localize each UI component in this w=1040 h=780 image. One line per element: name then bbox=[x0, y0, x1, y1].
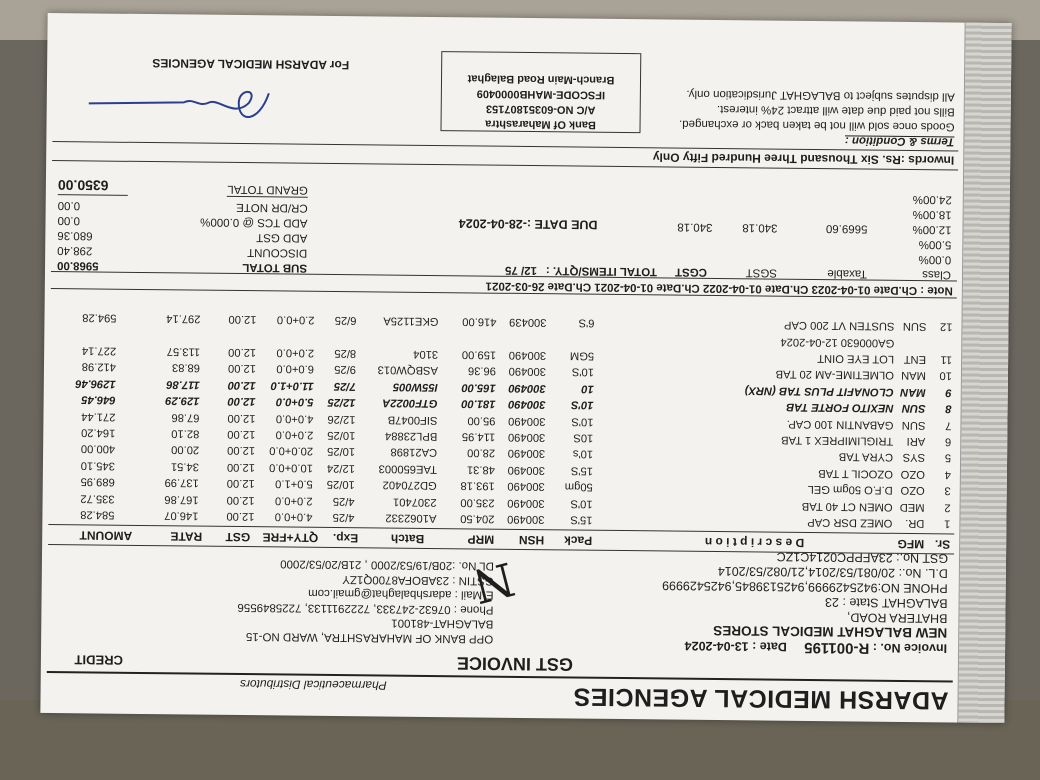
cell-mrp: 114.95 bbox=[461, 430, 496, 443]
cell-pack: 10'S bbox=[571, 365, 595, 379]
totals-block bbox=[51, 161, 958, 280]
invoice-number-label: Invoice No. : bbox=[872, 640, 948, 656]
buyer-name: NEW BALAGHAT MEDICAL STORES bbox=[713, 622, 948, 641]
col-gst: GST bbox=[225, 529, 251, 545]
col-sr: Sr. bbox=[934, 537, 951, 552]
cell-exp: 12/26 bbox=[327, 412, 356, 425]
slab-5: 5.00% bbox=[918, 238, 952, 251]
cell-desc: CYRA TAB bbox=[838, 450, 894, 464]
invoice-paper bbox=[40, 13, 1011, 723]
cell-amount: 689.95 bbox=[80, 475, 115, 488]
cell-pack: 6'S bbox=[578, 316, 595, 330]
col-qty: QTY+FRE bbox=[262, 530, 319, 545]
cell-batch: CA21898 bbox=[390, 446, 438, 459]
cell-amount: 345.10 bbox=[80, 459, 116, 472]
add-tcs-label: ADD TCS @ 0.000% bbox=[200, 215, 308, 229]
cell-hsn: 300490 bbox=[507, 496, 545, 509]
cell-exp: 10/25 bbox=[326, 478, 355, 491]
cell-desc: TRIGLIMIPREX 1 TAB bbox=[781, 433, 894, 447]
cell-batch: A1062332 bbox=[385, 511, 437, 525]
terms-block bbox=[679, 86, 955, 149]
due-date: DUE DATE :-28-04-2024 bbox=[458, 216, 598, 232]
terms-line: Bills not paid due date will attract 24% interest. bbox=[716, 102, 955, 118]
cell-gst: 12.00 bbox=[226, 460, 256, 473]
cell-rate: 167.86 bbox=[164, 492, 199, 506]
cell-sr: 2 bbox=[944, 500, 951, 514]
cell-exp: 6/25 bbox=[334, 314, 357, 327]
cell-exp: 8/25 bbox=[334, 347, 357, 360]
cell-sr: 1 bbox=[944, 517, 951, 530]
cell-amount: 227.14 bbox=[81, 344, 117, 357]
cell-mrp: 204.50 bbox=[460, 512, 495, 525]
cell-hsn: 300490 bbox=[508, 414, 546, 427]
invoice-details bbox=[47, 544, 954, 676]
cell-mrp: 181.00 bbox=[461, 397, 496, 410]
cell-amount: 584.28 bbox=[80, 508, 115, 521]
cgst-label: CGST bbox=[675, 265, 708, 278]
cell-pack: 10S bbox=[573, 431, 594, 444]
cell-exp: 12/24 bbox=[326, 461, 356, 475]
cell-amount: 400.00 bbox=[80, 442, 116, 456]
cell-amount: 646.45 bbox=[81, 393, 116, 406]
company-header bbox=[46, 671, 952, 716]
cell-mfg: SUN bbox=[901, 418, 926, 431]
cell-exp: 10/25 bbox=[327, 445, 356, 458]
grand-total-label: GRAND TOTAL bbox=[227, 182, 308, 196]
cell-qty: 6.0+0.0 bbox=[276, 362, 315, 376]
invoice-date: 13-04-2024 bbox=[684, 638, 749, 654]
terms-title: Terms & Condition : bbox=[844, 134, 955, 148]
seller-line1: OPP BANK OF MAHARASHTRA, WARD NO-15 bbox=[245, 630, 494, 645]
crdr-label: CR/DR NOTE bbox=[236, 200, 308, 214]
col-exp: Exp. bbox=[332, 530, 359, 546]
cell-mrp: 416.00 bbox=[462, 315, 497, 329]
cell-rate: 117.86 bbox=[166, 378, 200, 391]
cell-mfg: ARI bbox=[906, 435, 926, 448]
cell-qty: 5.0+1.0 bbox=[275, 477, 313, 490]
cell-gst: 12.00 bbox=[227, 395, 256, 408]
note-text: Note : Ch.Date 01-04-2023 Ch.Date 01-04-2022 Ch.Date 01-04-2021 Ch.Date 26-03-2021 bbox=[485, 279, 953, 297]
invoice-number: R-001195 bbox=[804, 638, 870, 657]
cell-gst: 12.00 bbox=[227, 427, 256, 441]
slab-12: 12.00% bbox=[912, 223, 952, 236]
cell-pack: 10's bbox=[572, 447, 594, 461]
add-tcs-value: 0.00 bbox=[57, 214, 80, 227]
cell-sr: 3 bbox=[944, 484, 951, 497]
total-items-value: 12/ 75 bbox=[504, 263, 538, 277]
cell-batch: GTF0022A bbox=[382, 396, 438, 410]
discount-label: DISCOUNT bbox=[247, 246, 308, 259]
slab12-sgst: 340.18 bbox=[742, 221, 778, 234]
cell-batch: BPL23884 bbox=[384, 429, 438, 443]
cell-hsn: 300490 bbox=[507, 463, 545, 477]
slab-18: 18.00% bbox=[912, 208, 952, 221]
col-mrp: MRP bbox=[467, 532, 495, 547]
signature-icon bbox=[78, 71, 279, 133]
bank-ifsc: IFSCODE-MAHB0000409 bbox=[476, 87, 606, 101]
cell-desc: SUSTEN VT 200 CAP bbox=[783, 319, 895, 333]
items-table bbox=[48, 308, 956, 531]
cell-mrp: 159.00 bbox=[461, 348, 497, 361]
cell-pack: 10'S bbox=[570, 497, 593, 510]
invoice-type: CREDIT bbox=[74, 652, 123, 668]
sgst-label: SGST bbox=[745, 266, 778, 279]
buyer-address: BHATERA ROAD, bbox=[846, 610, 948, 626]
cell-desc: CLONAFIT PLUS TAB (NRX) bbox=[744, 384, 894, 398]
cell-amount: 594.28 bbox=[82, 311, 117, 325]
perforated-edge bbox=[957, 23, 1011, 723]
cell-exp: 9/25 bbox=[334, 363, 357, 376]
add-gst-label: ADD GST bbox=[256, 231, 308, 244]
slab-24: 24.00% bbox=[912, 193, 952, 206]
col-rate: RATE bbox=[170, 529, 203, 544]
buyer-state: BALAGHAT State : 23 bbox=[824, 595, 948, 611]
cell-gst: 12.00 bbox=[228, 345, 257, 359]
cell-exp: 10/25 bbox=[327, 428, 356, 442]
crdr-value: 0.00 bbox=[57, 199, 81, 212]
cell-rate: 67.86 bbox=[171, 410, 200, 424]
cell-hsn: 300490 bbox=[508, 398, 546, 411]
col-description: D e s c r i p t i o n bbox=[704, 534, 805, 550]
cell-mfg: SUN bbox=[902, 320, 927, 333]
terms-line: All disputes subject to BALAGHAT Jurisdication only. bbox=[686, 87, 955, 103]
cell-rate: 113.57 bbox=[166, 345, 201, 358]
cell-qty: 2.0+0.0 bbox=[274, 493, 313, 507]
sub-total-label: SUB TOTAL bbox=[242, 261, 308, 274]
cell-mfg: SYS bbox=[902, 451, 926, 464]
cell-rate: 68.83 bbox=[171, 361, 201, 375]
cell-qty: 4.0+0.0 bbox=[275, 412, 314, 425]
seller-phone: Phone : 07632-247333, 7222911133, 7225849556 bbox=[237, 600, 494, 616]
cell-pack: 10'S bbox=[570, 398, 594, 411]
company-subtitle: Pharmaceutical Distributors bbox=[239, 677, 387, 693]
cell-batch: 2307401 bbox=[392, 495, 437, 508]
cell-hsn: 300490 bbox=[507, 480, 545, 493]
cell-sr: 9 bbox=[945, 386, 952, 399]
seller-line2: BALAGHAT-481001 bbox=[391, 617, 494, 631]
cell-qty: 20.0+0.0 bbox=[269, 444, 314, 458]
cell-batch: ASBQW013 bbox=[377, 363, 439, 377]
cell-mrp: 165.00 bbox=[461, 381, 496, 394]
bank-account: A/C NO-60351807153 bbox=[485, 102, 596, 116]
cell-amount: 271.44 bbox=[81, 410, 116, 423]
col-hsn: HSN bbox=[518, 532, 545, 548]
cell-rate: 34.51 bbox=[170, 460, 200, 473]
for-company: For ADARSH MEDICAL AGENCIES bbox=[152, 56, 350, 73]
cell-hsn: 300490 bbox=[507, 447, 546, 460]
cell-amount: 335.72 bbox=[80, 491, 115, 505]
col-mfg: MFG bbox=[897, 536, 925, 552]
company-name: ADARSH MEDICAL AGENCIES bbox=[572, 682, 949, 715]
cell-batch: I55W005 bbox=[392, 380, 438, 393]
grand-total-value: 6350.00 bbox=[58, 177, 128, 196]
cell-sr: 12 bbox=[939, 320, 953, 333]
col-amount: AMOUNT bbox=[79, 528, 133, 543]
cell-hsn: 300490 bbox=[508, 348, 547, 362]
cell-gst: 12.00 bbox=[227, 362, 257, 375]
cell-mrp: 96.36 bbox=[467, 364, 497, 378]
invoice-content bbox=[46, 19, 959, 716]
gst-invoice-heading: GST INVOICE bbox=[456, 653, 574, 675]
seller-block bbox=[53, 554, 494, 646]
bank-branch: Branch-Main Road Balaghat bbox=[467, 72, 615, 86]
cell-exp: 4/25 bbox=[332, 510, 355, 524]
buyer-dl: D.L. No.: 20/081/53/2014,21/082/53/2014 bbox=[717, 564, 948, 581]
cell-batch: 3104 bbox=[413, 347, 439, 361]
cell-pack: 5GM bbox=[569, 349, 595, 362]
total-items-label: TOTAL ITEMS/QTY. : bbox=[545, 264, 658, 278]
cell-gst: 12.00 bbox=[226, 493, 255, 506]
cell-pack: 10 bbox=[581, 382, 594, 395]
cell-batch: TAE650003 bbox=[378, 462, 438, 475]
cell-pack: 50gm bbox=[564, 480, 593, 493]
cell-desc: OZOCIL T TAB bbox=[818, 466, 893, 480]
footer bbox=[52, 21, 959, 150]
class-label: Class bbox=[922, 268, 952, 281]
cell-exp: 12/25 bbox=[327, 396, 356, 409]
cell-exp: 7/25 bbox=[333, 379, 356, 393]
cell-desc: LOT EYE OINT bbox=[817, 352, 895, 365]
cell-rate: 146.07 bbox=[164, 509, 199, 522]
cell-desc: GA000630 12-04-2024 bbox=[780, 335, 895, 349]
add-gst-value: 680.36 bbox=[57, 229, 93, 242]
buyer-block bbox=[567, 546, 948, 656]
discount-value: 298.40 bbox=[57, 244, 93, 257]
cell-qty: 5.0+0.0 bbox=[275, 395, 314, 409]
handwritten-mark: N bbox=[467, 551, 520, 614]
cell-hsn: 300439 bbox=[509, 316, 547, 329]
cell-amount: 1296.46 bbox=[75, 377, 116, 390]
cell-batch: GKE1125A bbox=[383, 314, 439, 328]
inwords-text: Inwords :Rs. Six Thousand Three Hundred Fifty Only bbox=[652, 150, 955, 168]
cell-qty: 2.0+0.0 bbox=[276, 313, 315, 327]
taxable-label: Taxable bbox=[827, 267, 868, 280]
cell-mfg: OZO bbox=[900, 467, 925, 481]
cell-desc: OLMETIME-AM 20 TAB bbox=[775, 368, 895, 382]
cell-sr: 11 bbox=[940, 353, 953, 366]
cell-amount: 164.20 bbox=[81, 426, 116, 439]
cell-hsn: 300490 bbox=[508, 365, 547, 378]
cell-sr: 7 bbox=[945, 419, 952, 432]
cell-sr: 10 bbox=[939, 369, 953, 382]
cell-mfg: MAN bbox=[901, 369, 927, 382]
cell-qty: 2.0+0.0 bbox=[276, 346, 315, 359]
cell-desc: NEXITO FORTE TAB bbox=[786, 400, 894, 415]
cell-rate: 297.14 bbox=[166, 312, 201, 325]
cell-rate: 82.10 bbox=[171, 427, 200, 440]
cell-gst: 12.00 bbox=[226, 477, 255, 490]
buyer-phone: PHONE NO:9425429999,9425139845,9425429999 bbox=[662, 578, 948, 596]
col-pack: Pack bbox=[564, 533, 593, 548]
cell-amount: 412.98 bbox=[81, 360, 117, 374]
cell-pack: 15'S bbox=[570, 513, 593, 526]
cell-mfg: OZO bbox=[900, 484, 925, 497]
cell-rate: 20.00 bbox=[171, 443, 200, 457]
sub-total-value: 5968.00 bbox=[56, 259, 99, 272]
cell-mrp: 48.31 bbox=[466, 463, 495, 476]
invoice-date-label: Date : bbox=[752, 639, 787, 654]
terms-line: Goods once sold will not be taken back or exchanged. bbox=[678, 117, 955, 133]
cell-hsn: 300490 bbox=[507, 512, 545, 526]
cell-qty: 2.0+0.0 bbox=[275, 428, 314, 441]
cell-desc: OMEZ DSR CAP bbox=[807, 515, 893, 529]
cell-gst: 12.00 bbox=[226, 509, 255, 523]
bank-details bbox=[440, 51, 641, 133]
bank-name: Bank Of Maharashtra bbox=[485, 117, 596, 131]
cell-mrp: 193.18 bbox=[460, 479, 495, 492]
cell-mrp: 28.00 bbox=[467, 446, 496, 460]
cell-qty: 10.0+0.0 bbox=[269, 461, 314, 474]
cell-pack: 10'S bbox=[571, 415, 594, 428]
cell-mrp: 95.00 bbox=[467, 414, 496, 427]
cell-mfg: DR. bbox=[905, 516, 925, 530]
slab-0: 0.00% bbox=[918, 253, 952, 266]
cell-gst: 12.00 bbox=[227, 444, 256, 457]
cell-mfg: SUN bbox=[901, 402, 926, 415]
cell-desc: OMEN CT 40 TAB bbox=[801, 499, 893, 513]
cell-rate: 129.29 bbox=[165, 394, 200, 407]
seller-dl: DL No. :20B/19/53/2000 , 21B/20/53/2000 bbox=[280, 557, 494, 573]
cell-batch: GD270402 bbox=[382, 478, 437, 492]
cell-mfg: MED bbox=[899, 500, 925, 513]
col-batch: Batch bbox=[390, 531, 425, 546]
cell-sr: 4 bbox=[944, 468, 951, 481]
seller-email: E-Mail : adarshbalaghat@gmail.com bbox=[308, 587, 494, 602]
cell-pack: 15'S bbox=[570, 464, 593, 477]
cell-mfg: MAN bbox=[900, 385, 926, 399]
cell-sr: 6 bbox=[944, 435, 952, 448]
cell-qty: 11.0+1.0 bbox=[270, 379, 314, 392]
cell-sr: 5 bbox=[944, 451, 952, 464]
cell-batch: SIF0047B bbox=[387, 413, 438, 426]
cell-mfg: ENT bbox=[903, 353, 927, 366]
cell-qty: 4.0+0.0 bbox=[274, 510, 313, 523]
cell-desc: D.F.O 50gm GEL bbox=[807, 483, 893, 497]
cell-sr: 8 bbox=[945, 402, 952, 415]
cell-gst: 12.00 bbox=[227, 378, 256, 392]
seller-gstin: GSTIN : 23ABOFA8700Q1ZY bbox=[342, 573, 494, 587]
slab12-taxable: 5669.60 bbox=[825, 222, 868, 235]
buyer-gst: GST No.: 23AFPPC0214C1ZC bbox=[776, 549, 949, 566]
cell-mrp: 235.00 bbox=[460, 495, 495, 509]
slab12-cgst: 340.18 bbox=[677, 220, 713, 233]
cell-rate: 137.99 bbox=[164, 476, 199, 489]
cell-gst: 12.00 bbox=[228, 313, 257, 326]
cell-exp: 4/25 bbox=[332, 494, 355, 507]
cell-hsn: 300490 bbox=[508, 381, 546, 395]
cell-gst: 12.00 bbox=[227, 411, 256, 424]
cell-desc: GABANTIN 100 CAP. bbox=[786, 417, 894, 431]
cell-hsn: 300490 bbox=[507, 430, 546, 444]
